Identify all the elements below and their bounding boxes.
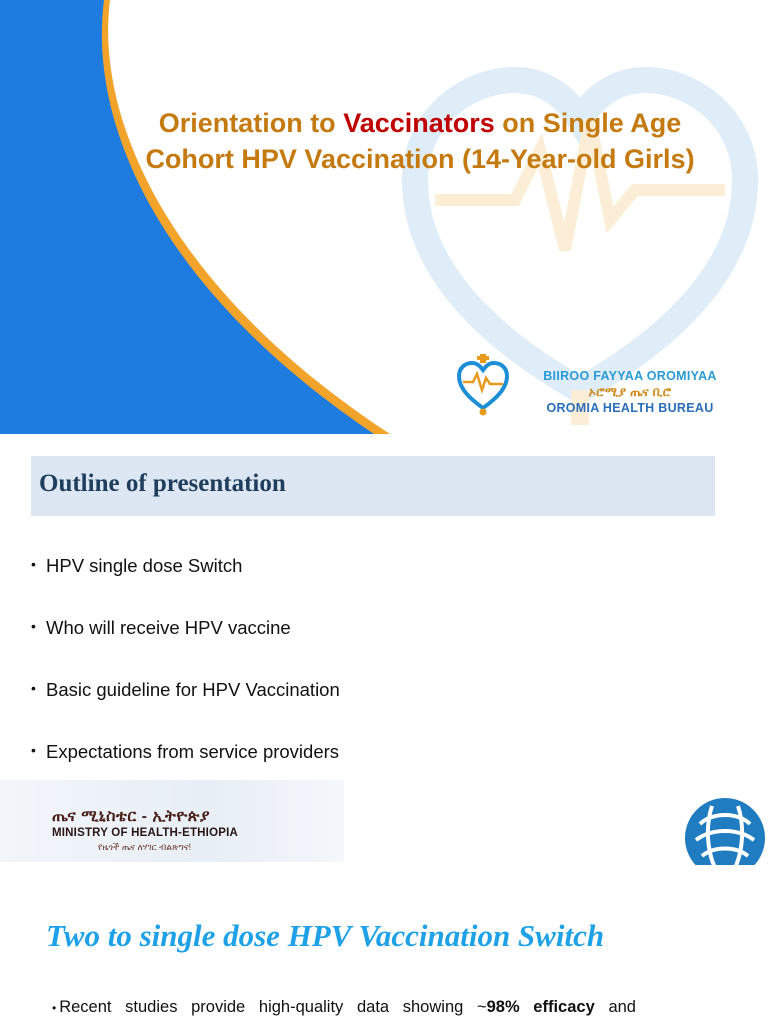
- list-item: • Basic guideline for HPV Vaccination: [31, 679, 340, 700]
- list-item: • Who will receive HPV vaccine: [31, 617, 291, 638]
- decorative-corner-shape: [0, 0, 400, 434]
- globe-emblem-icon: [682, 794, 768, 865]
- switch-slide-body: • Recent studies provide high-quality data showing ~98% efficacy and: [52, 998, 636, 1016]
- presentation-title: Orientation to Vaccinators on Single Age Cohort HPV Vaccination (14-Year-old Girls): [145, 108, 695, 174]
- oromia-health-bureau-logo-icon: [455, 354, 511, 416]
- list-item: • Expectations from service providers: [31, 741, 340, 762]
- outline-slide: [0, 444, 768, 865]
- list-item: • HPV single dose Switch: [31, 555, 243, 576]
- switch-slide: [0, 874, 768, 1024]
- switch-slide-title: Two to single dose HPV Vaccination Switch: [46, 918, 605, 953]
- title-highlight: Vaccinators: [343, 108, 495, 138]
- outline-heading-bar: [31, 456, 715, 516]
- outline-bullet-list: [31, 554, 340, 802]
- title-slide: [0, 0, 768, 434]
- moh-english-name: MINISTRY OF HEALTH-ETHIOPIA: [52, 827, 238, 839]
- outline-heading: Outline of presentation: [39, 470, 286, 497]
- health-bureau-name: BIIROO FAYYAA OROMIYAA ኦሮሚያ ጤና ቢሮ OROMIA HEALTH BUREAU: [543, 369, 717, 415]
- moh-amharic-name: ጤና ሚኒስቴር - ኢትዮጵያ: [52, 808, 211, 825]
- moh-slogan: የዜጎች ጤና ለሃገር ብልጽግና!: [98, 842, 192, 852]
- ministry-of-health-banner: [0, 780, 344, 862]
